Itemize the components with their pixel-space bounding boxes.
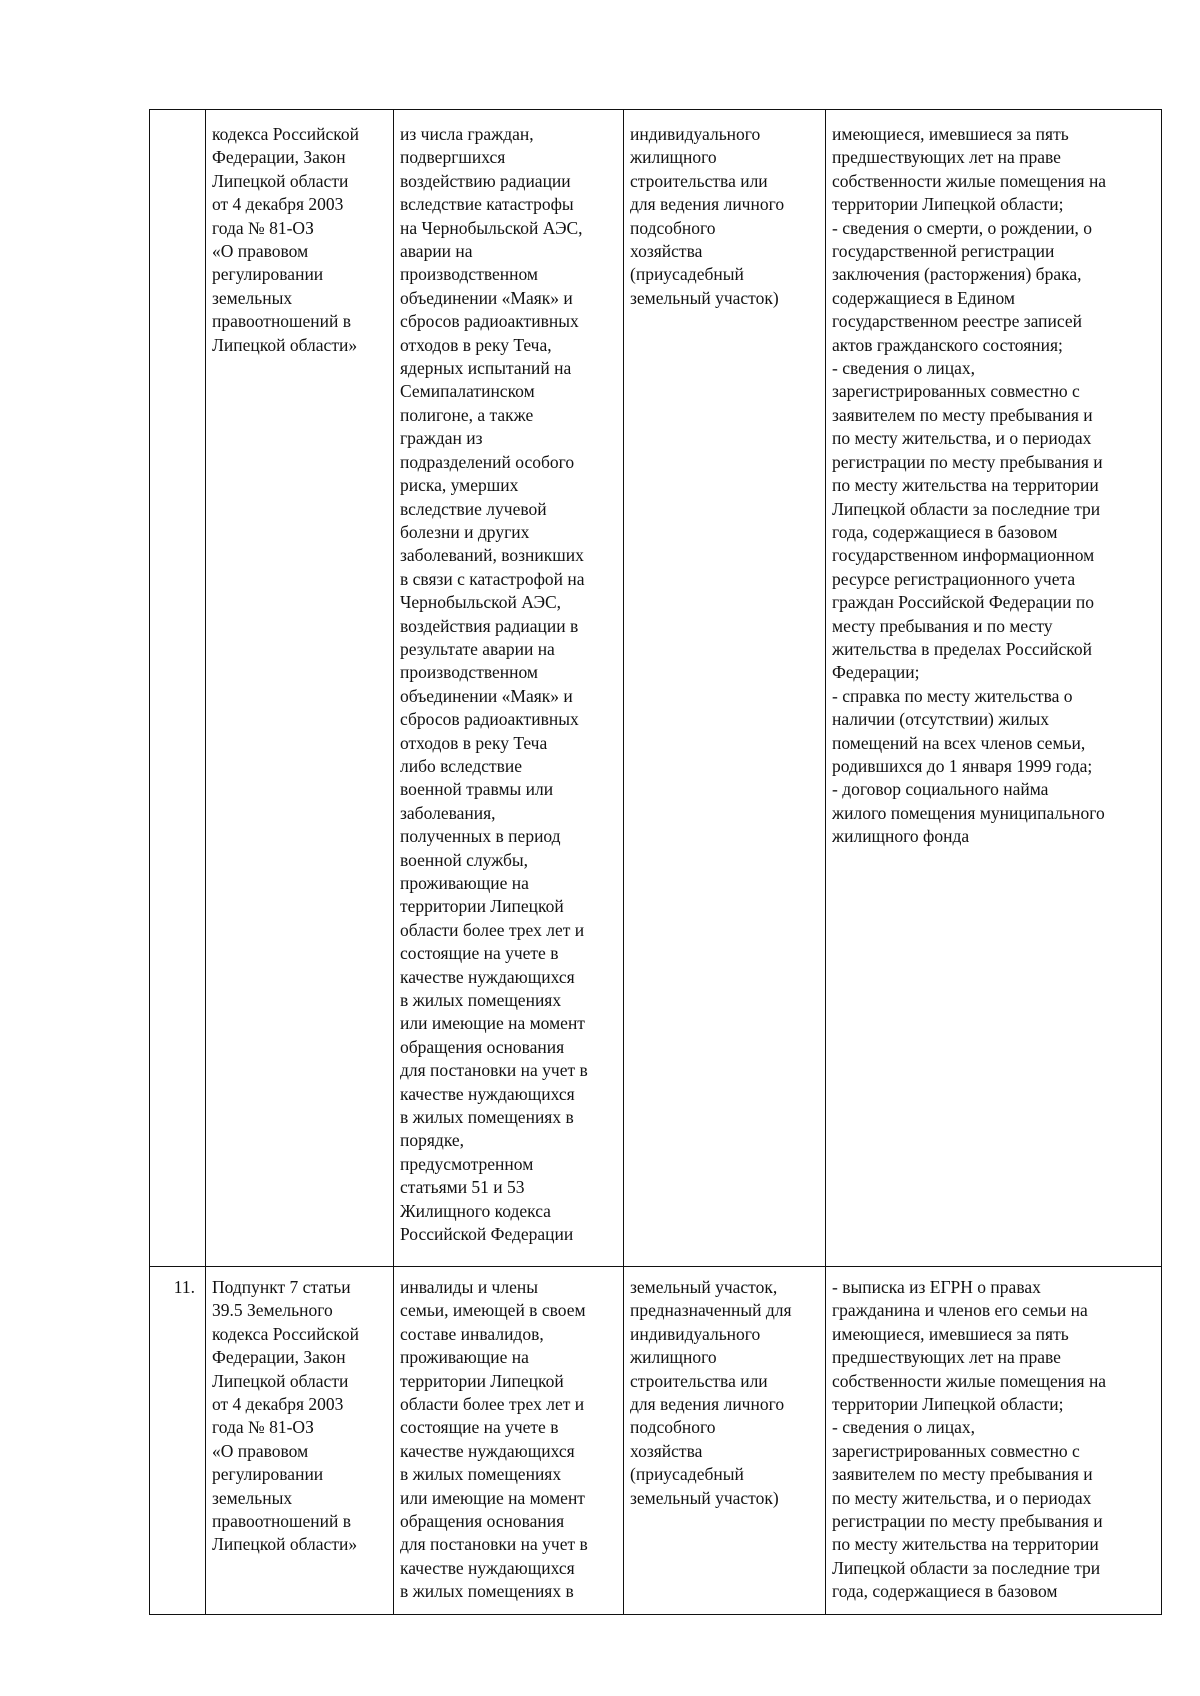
text-line: военной службы, [400, 849, 529, 870]
text-line: подвергшихся [400, 147, 506, 168]
text-line: хозяйства [630, 241, 703, 262]
text-line: состоящие на учете в [400, 1417, 559, 1438]
text-line: «О правовом [212, 241, 309, 262]
text-line: из числа граждан, [400, 124, 534, 144]
text-line: Липецкой области [212, 1370, 349, 1391]
text-line: «О правовом [212, 1440, 309, 1461]
text-line: по месту жительства, и о периодах [832, 428, 1092, 449]
text-line: по месту жительства на территории [832, 475, 1099, 496]
legal-basis-cell [206, 1267, 394, 1615]
text-line: качестве нуждающихся [400, 1440, 575, 1461]
text-line: государственном реестре записей [832, 311, 1083, 332]
text-line: результате аварии на [400, 638, 555, 659]
text-line: государственной регистрации [832, 241, 1055, 262]
text-line: - сведения о лицах, [832, 1417, 975, 1438]
text-line: военной травмы или [400, 779, 554, 800]
text-line: обращения основания [400, 1036, 565, 1057]
text-line: предшествующих лет на праве [832, 147, 1061, 168]
text-line: статьями 51 и 53 [400, 1177, 525, 1198]
text-line: жительства в пределах Российской [832, 638, 1093, 659]
text-line: подсобного [630, 1417, 716, 1438]
text-line: на Чернобыльской АЭС, [400, 217, 583, 238]
text-line: Подпункт 7 статьи [212, 1277, 351, 1297]
text-line: территории Липецкой области; [832, 1394, 1064, 1415]
text-line: - справка по месту жительства о [832, 685, 1073, 706]
text-line: Федерации; [832, 662, 920, 683]
text-line: инвалиды и члены [400, 1277, 538, 1297]
text-line: Липецкой области [212, 170, 349, 191]
text-line: качестве нуждающихся [400, 1083, 575, 1104]
text-line: земельных [212, 287, 293, 308]
text-line: жилого помещения муниципального [832, 802, 1105, 823]
text-line: 39.5 Земельного [212, 1300, 333, 1321]
text-line: Липецкой области» [212, 1534, 358, 1555]
text-line: собственности жилые помещения на [832, 170, 1107, 191]
text-line: объединении «Маяк» и [400, 287, 573, 308]
text-line: строительства или [630, 1370, 768, 1391]
text-line: жилищного [630, 147, 717, 168]
text-line: по месту жительства, и о периодах [832, 1487, 1092, 1508]
table-row [150, 110, 1162, 1267]
text-line: или имеющие на момент [400, 1487, 585, 1508]
document-table [149, 109, 1162, 1615]
text-line: правоотношений в [212, 1511, 352, 1532]
text-line: строительства или [630, 170, 768, 191]
text-line: аварии на [400, 241, 473, 262]
text-line: ресурсе регистрационного учета [832, 568, 1076, 589]
text-line: жилищного фонда [832, 826, 970, 847]
legal-basis-cell [206, 110, 394, 1267]
text-line: заявителем по месту пребывания и [832, 404, 1093, 425]
text-line: сбросов радиоактивных [400, 709, 579, 730]
text-line: области более трех лет и [400, 1394, 585, 1415]
text-line: территории Липецкой [400, 1370, 564, 1391]
land-type-cell [624, 1267, 826, 1615]
required-documents-cell [826, 110, 1162, 1267]
text-line: риска, умерших [400, 475, 519, 496]
table-row [150, 1267, 1162, 1615]
required-documents-cell [826, 1267, 1162, 1615]
text-line: от 4 декабря 2003 [212, 1394, 344, 1415]
text-line: объединении «Маяк» и [400, 685, 573, 706]
text-line: предшествующих лет на праве [832, 1347, 1061, 1368]
text-line: имеющиеся, имевшиеся за пять [832, 1323, 1069, 1344]
text-line: качестве нуждающихся [400, 966, 575, 987]
text-line: наличии (отсутствии) жилых [832, 709, 1049, 730]
text-line: полигоне, а также [400, 404, 534, 425]
text-line: имеющиеся, имевшиеся за пять [832, 124, 1069, 144]
text-line: в связи с катастрофой на [400, 568, 585, 589]
text-line: родившихся до 1 января 1999 года; [832, 755, 1093, 776]
text-line: гражданина и членов его семьи на [832, 1300, 1088, 1321]
text-line: (приусадебный [630, 1464, 744, 1485]
text-line: года, содержащиеся в базовом [832, 521, 1058, 542]
text-line: месту пребывания и по месту [832, 615, 1053, 636]
text-line: в жилых помещениях [400, 1464, 562, 1485]
text-line: состоящие на учете в [400, 943, 559, 964]
recipient-category-cell [394, 1267, 624, 1615]
text-line: отходов в реку Теча, [400, 334, 552, 355]
row-number-cell: 11. [150, 1267, 206, 1615]
text-line: подсобного [630, 217, 716, 238]
text-line: подразделений особого [400, 451, 575, 472]
text-line: Семипалатинском [400, 381, 535, 402]
text-line: регулировании [212, 264, 324, 285]
row-number-cell [150, 110, 206, 1267]
text-line: земельный участок, [630, 1277, 778, 1297]
text-line: Федерации, Закон [212, 1347, 346, 1368]
text-line: семьи, имеющей в своем [400, 1300, 586, 1321]
text-line: ядерных испытаний на [400, 358, 572, 379]
text-line: производственном [400, 264, 539, 285]
text-line: предназначенный для [630, 1300, 792, 1321]
text-line: (приусадебный [630, 264, 744, 285]
text-line: кодекса Российской [212, 1323, 359, 1344]
text-line: - сведения о лицах, [832, 358, 975, 379]
text-line: для ведения личного [630, 194, 785, 215]
text-line: по месту жительства на территории [832, 1534, 1099, 1555]
text-line: содержащиеся в Едином [832, 287, 1015, 308]
text-line: года № 81-ОЗ [212, 217, 314, 238]
text-line: помещений на всех членов семьи, [832, 732, 1086, 753]
text-line: регистрации по месту пребывания и [832, 1511, 1103, 1532]
text-line: Федерации, Закон [212, 147, 346, 168]
text-line: Жилищного кодекса [400, 1200, 551, 1221]
text-line: Чернобыльской АЭС, [400, 592, 562, 613]
text-line: проживающие на [400, 873, 529, 893]
text-line: производственном [400, 662, 539, 683]
text-line: воздействию радиации [400, 170, 571, 191]
text-line: года № 81-ОЗ [212, 1417, 314, 1438]
text-line: года, содержащиеся в базовом [832, 1581, 1058, 1602]
land-type-cell [624, 110, 826, 1267]
text-line: земельный участок) [630, 287, 779, 308]
text-line: в жилых помещениях в [400, 1107, 574, 1128]
text-line: составе инвалидов, [400, 1323, 544, 1344]
text-line: актов гражданского состояния; [832, 334, 1063, 355]
text-line: кодекса Российской [212, 124, 359, 144]
text-line: воздействия радиации в [400, 615, 579, 636]
text-line: Российской Федерации [400, 1224, 574, 1245]
text-line: сбросов радиоактивных [400, 311, 579, 332]
text-line: территории Липецкой области; [832, 194, 1064, 215]
text-line: предусмотренном [400, 1153, 534, 1174]
text-line: полученных в период [400, 826, 561, 847]
text-line: индивидуального [630, 124, 761, 144]
text-line: качестве нуждающихся [400, 1557, 575, 1578]
text-line: граждан Российской Федерации по [832, 592, 1094, 613]
text-line: для постановки на учет в [400, 1534, 588, 1555]
text-line: проживающие на [400, 1347, 529, 1368]
text-line: территории Липецкой [400, 896, 564, 917]
text-line: зарегистрированных совместно с [832, 381, 1080, 402]
text-line: либо вследствие [400, 755, 523, 776]
text-line: в жилых помещениях в [400, 1581, 574, 1602]
text-line: вследствие лучевой [400, 498, 547, 519]
recipient-category-cell [394, 110, 624, 1267]
text-line: порядке, [400, 1130, 465, 1151]
text-line: заключения (расторжения) брака, [832, 264, 1082, 285]
text-line: для постановки на учет в [400, 1060, 588, 1081]
text-line: Липецкой области» [212, 334, 358, 355]
text-line: заболеваний, возникших [400, 545, 584, 566]
text-line: - сведения о смерти, о рождении, о [832, 217, 1093, 238]
text-line: государственном информационном [832, 545, 1095, 566]
text-line: области более трех лет и [400, 919, 585, 940]
text-line: - договор социального найма [832, 779, 1049, 800]
text-line: отходов в реку Теча [400, 732, 548, 753]
text-line: земельный участок) [630, 1487, 779, 1508]
text-line: заболевания, [400, 802, 496, 823]
text-line: от 4 декабря 2003 [212, 194, 344, 215]
text-line: или имеющие на момент [400, 1013, 585, 1034]
text-line: граждан из [400, 428, 483, 449]
text-line: - выписка из ЕГРН о правах [832, 1277, 1041, 1297]
text-line: жилищного [630, 1347, 717, 1368]
text-line: в жилых помещениях [400, 990, 562, 1011]
text-line: собственности жилые помещения на [832, 1370, 1107, 1391]
text-line: зарегистрированных совместно с [832, 1440, 1080, 1461]
text-line: земельных [212, 1487, 293, 1508]
text-line: заявителем по месту пребывания и [832, 1464, 1093, 1485]
text-line: обращения основания [400, 1511, 565, 1532]
text-line: Липецкой области за последние три [832, 1557, 1101, 1578]
text-line: регулировании [212, 1464, 324, 1485]
text-line: вследствие катастрофы [400, 194, 574, 215]
text-line: болезни и других [400, 521, 530, 542]
text-line: регистрации по месту пребывания и [832, 451, 1103, 472]
text-line: Липецкой области за последние три [832, 498, 1101, 519]
text-line: правоотношений в [212, 311, 352, 332]
text-line: хозяйства [630, 1440, 703, 1461]
text-line: индивидуального [630, 1323, 761, 1344]
text-line: для ведения личного [630, 1394, 785, 1415]
